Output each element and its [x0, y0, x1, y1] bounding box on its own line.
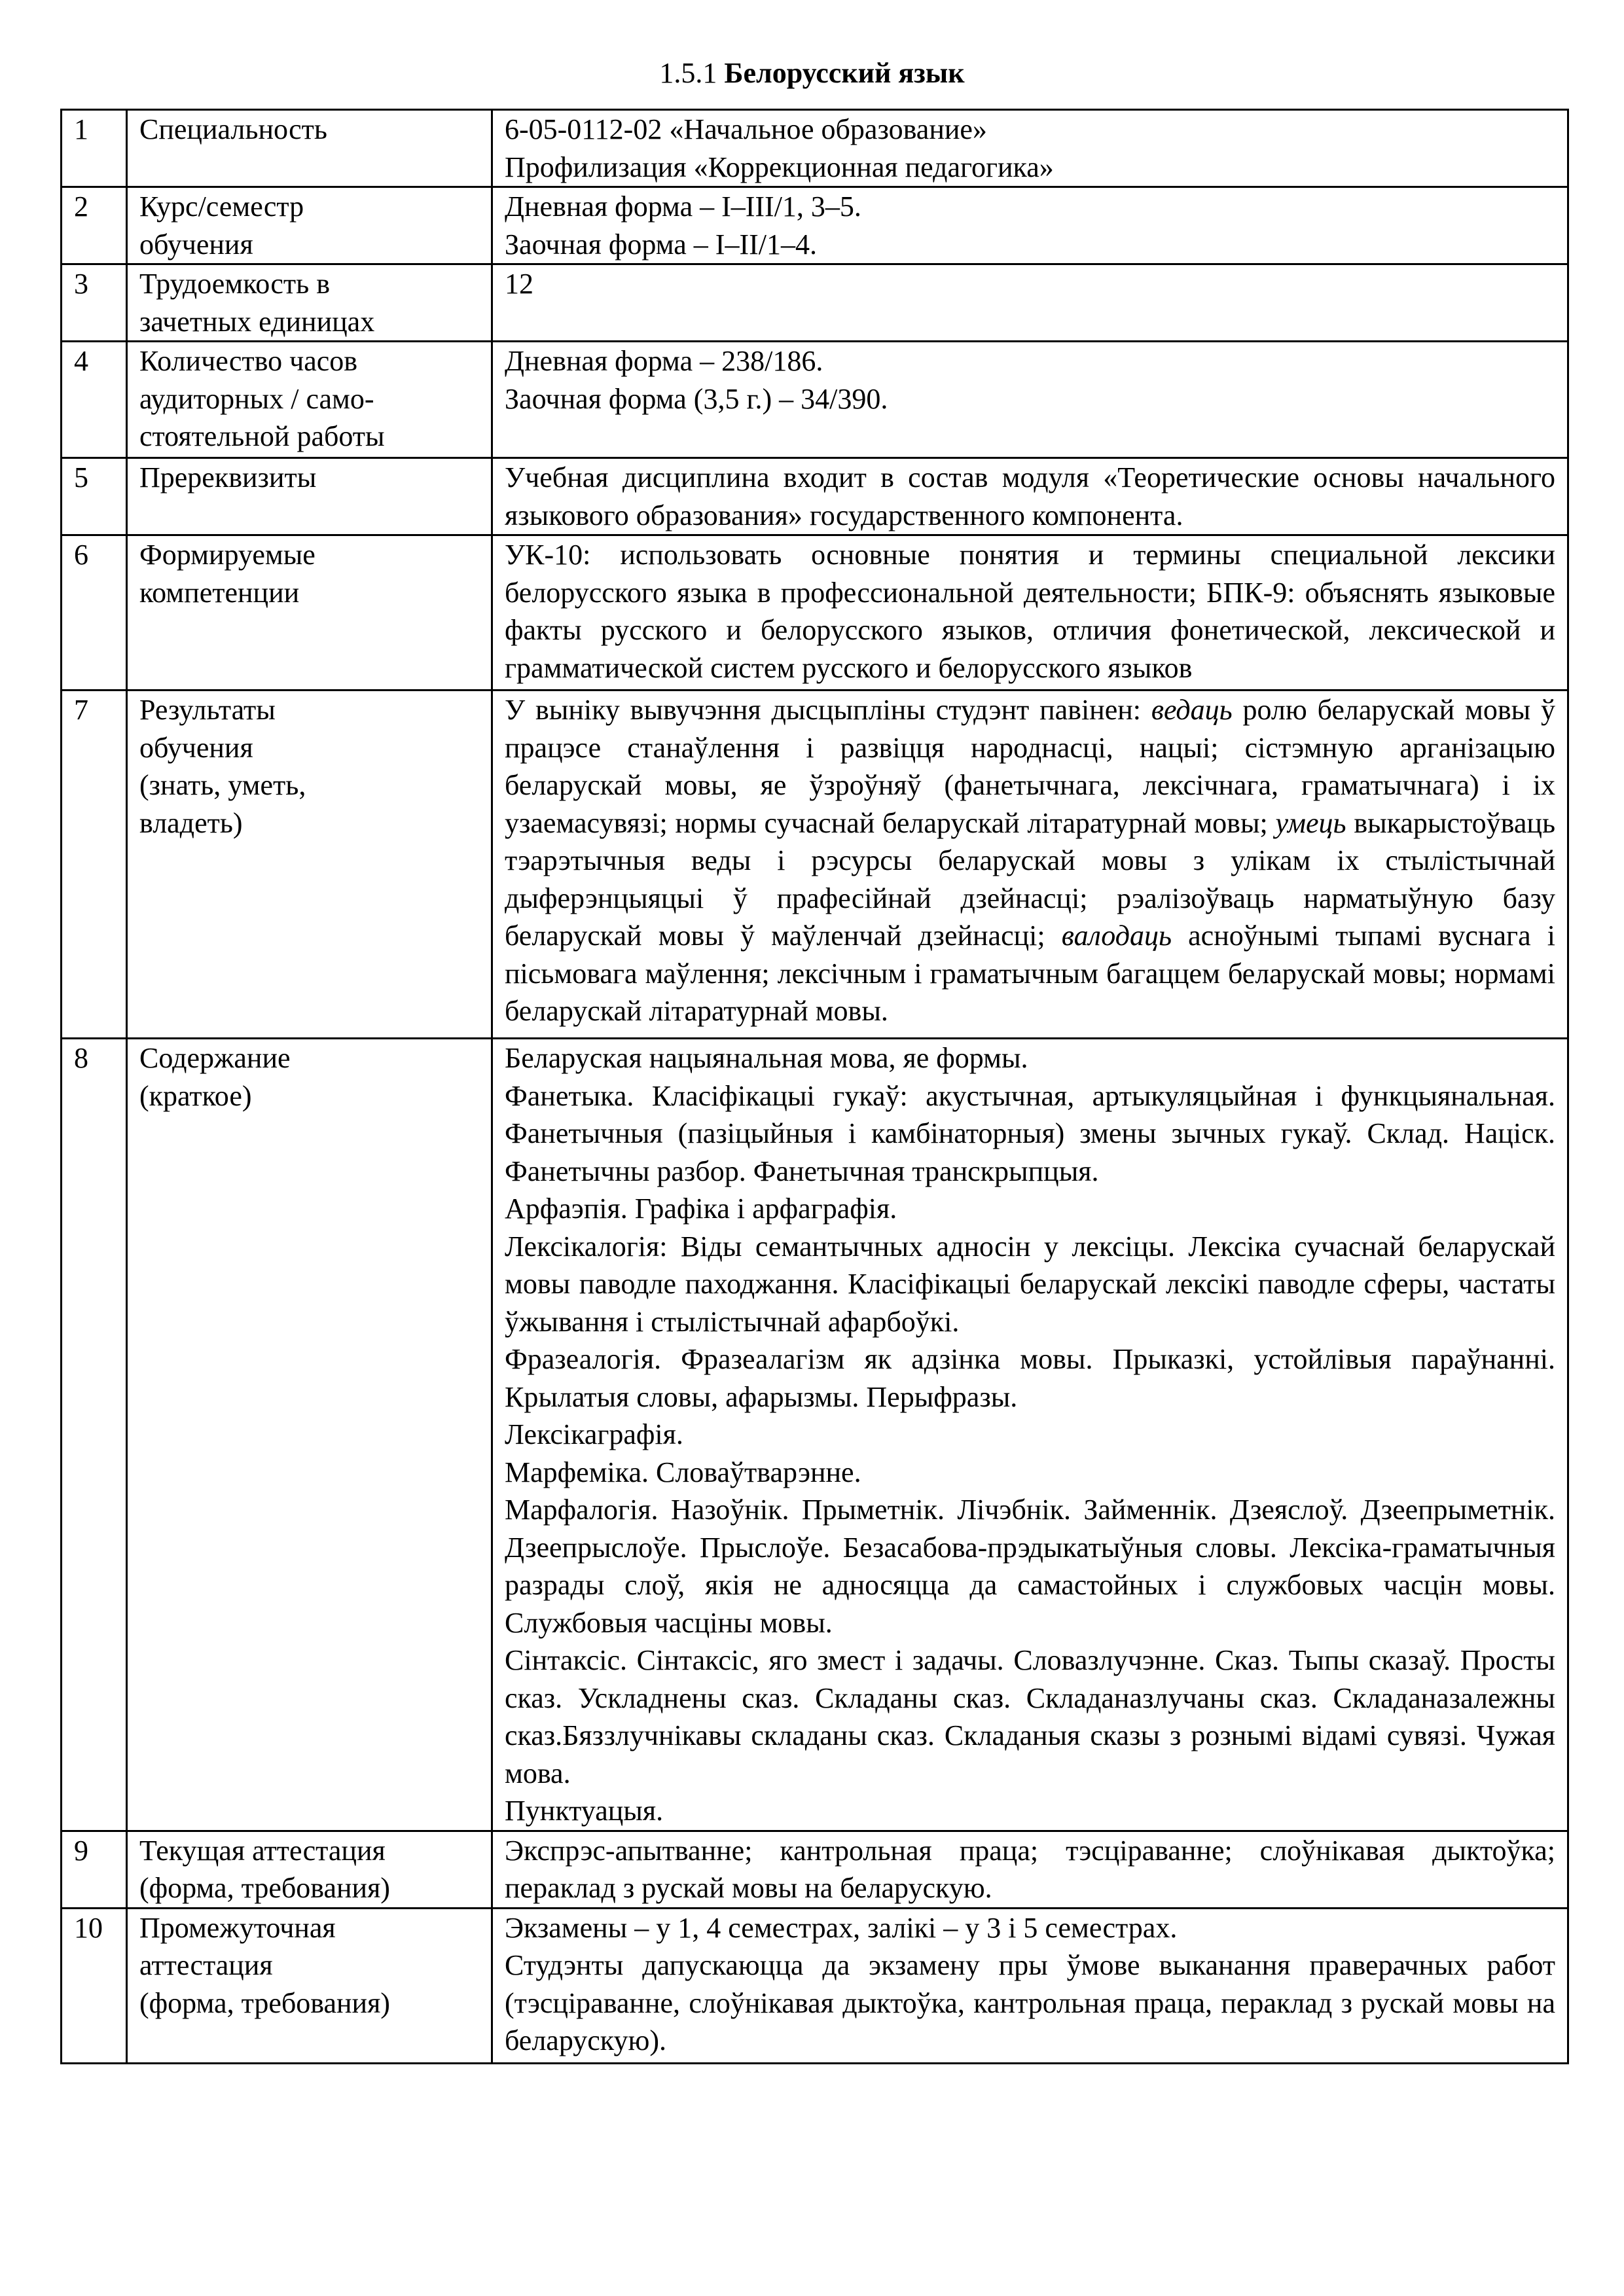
row-number: 9 [62, 1831, 127, 1908]
table-row [62, 691, 1568, 1039]
row-label: Текущая аттестация (форма, требования) [127, 1831, 492, 1908]
content-paragraph: Арфаэпія. Графіка і арфаграфія. [505, 1193, 897, 1225]
content-paragraph: Беларуская нацыянальная мова, яе формы. [505, 1042, 1028, 1074]
row-value: Экзамены – у 1, 4 семестрах, залікі – у 3 і 5 семестрах. Студэнты дапускаюцца да экзамену пры ўмове выканання праверачных работ (тэсціраванне, слоўнікавая дыктоўка, кантрольная праца, пераклад з рускай мовы на беларускую). [492, 1908, 1568, 2063]
row-value: У выніку вывучэння дысцыпліны студэнт павінен: ведаць ролю беларускай мовы ў працэсе станаўлення і развіцця народнасці, нацыі; сістэмную арганізацыю беларускай мовы, яе ўзроўняў (фанетычнага, лексічнага, граматычнага) і іх узаемасувязі; нормы сучаснай беларускай літаратурнай мовы; умець выкарыстоўваць тэарэтычныя веды і рэсурсы беларускай мовы з улікам іх стылістычнай дыферэнцыяцыі ў прафесійнай дзейнасці; рэалізоўваць нарматыўную базу беларускай мовы ў маўленчай дзейнасці; валодаць асноўнымі тыпамі вуснага і пісьмовага маўлення; лексічным і граматычным багаццем беларускай мовы; нормамі беларускай літаратурнай мовы. [492, 691, 1568, 1039]
row-label: Формируемые компетенции [127, 535, 492, 691]
row-value [492, 1039, 1568, 1831]
row-label: Пререквизиты [127, 458, 492, 535]
row-number: 7 [62, 691, 127, 1039]
row-number: 1 [62, 110, 127, 187]
table-row [62, 535, 1568, 691]
row-number: 2 [62, 187, 127, 264]
row-label: Трудоемкость в зачетных единицах [127, 264, 492, 342]
content-paragraph: Фразеалогія. Фразеалагізм як адзінка мовы. Прыказкі, устойлівыя параўнанні. Крылатыя словы, афарызмы. Перыфразы. [505, 1343, 1555, 1413]
row-value: 12 [492, 264, 1568, 342]
content-paragraph: Сінтаксіс. Сінтаксіс, яго змест і задачы. Словазлучэнне. Сказ. Тыпы сказаў. Просты сказ. Ускладнены сказ. Складаны сказ. Складаназлучаны сказ. Складаназалежны сказ.Бяззлучнікавы складаны сказ. Складаныя сказы з рознымі відамі сувязі. Чужая мова. [505, 1644, 1555, 1789]
row-value: 6-05-0112-02 «Начальное образование» Профилизация «Коррекционная педагогика» [492, 110, 1568, 187]
table-row [62, 264, 1568, 342]
keyword-know: ведаць [1151, 694, 1233, 726]
table-row [62, 458, 1568, 535]
row-value: Экспрэс-апытванне; кантрольная праца; тэсціраванне; слоўнікавая дыктоўка; пераклад з рускай мовы на беларускую. [492, 1831, 1568, 1908]
row-number: 5 [62, 458, 127, 535]
section-name: Белорусский язык [724, 57, 965, 89]
table-row [62, 1039, 1568, 1831]
row-label: Специальность [127, 110, 492, 187]
content-paragraph: Марфалогія. Назоўнік. Прыметнік. Лічэбнік. Займеннік. Дзеяслоў. Дзеепрыметнік. Дзеепрыслоўе. Прыслоўе. Безасабова-прэдыкатыўныя словы. Лексіка-граматычныя разрады слоў, якія не адносяцца да самастойных і службовых часцін мовы. Службовыя часціны мовы. [505, 1494, 1555, 1639]
row-number: 10 [62, 1908, 127, 2063]
table-row [62, 1908, 1568, 2063]
table-row [62, 342, 1568, 458]
row-value: Дневная форма – 238/186. Заочная форма (3,5 г.) – 34/390. [492, 342, 1568, 458]
row-number: 4 [62, 342, 127, 458]
row-label: Количество часов аудиторных / само- стоятельной работы [127, 342, 492, 458]
content-paragraph: Фанетыка. Класіфікацыі гукаў: акустычная, артыкуляцыйная і функцыянальная. Фанетычныя (пазіцыйныя і камбінаторныя) змены зычных гукаў. Склад. Націск. Фанетычны разбор. Фанетычная транскрыпцыя. [505, 1079, 1555, 1187]
content-paragraph: Лексікалогія: Віды семантычных адносін у лексіцы. Лексіка сучаснай беларускай мовы паводле паходжання. Класіфікацыі беларускай лексікі паводле сферы, частаты ўжывання і стылістычнай афарбоўкі. [505, 1230, 1555, 1338]
row-value: Учебная дисциплина входит в состав модуля «Теоретические основы начального языкового образования» государственного компонента. [492, 458, 1568, 535]
page-title [0, 54, 1624, 93]
row-label: Курс/семестр обучения [127, 187, 492, 264]
row-number: 6 [62, 535, 127, 691]
table-row [62, 187, 1568, 264]
row-number: 3 [62, 264, 127, 342]
keyword-master: валодаць [1061, 920, 1172, 952]
row-value: Дневная форма – I–III/1, 3–5. Заочная форма – I–II/1–4. [492, 187, 1568, 264]
table-row [62, 1831, 1568, 1908]
row-label: Содержание (краткое) [127, 1039, 492, 1831]
content-paragraph: Марфеміка. Словаўтварэнне. [505, 1456, 861, 1488]
keyword-can: умець [1275, 806, 1346, 839]
row-label: Результаты обучения (знать, уметь, владеть) [127, 691, 492, 1039]
row-value: УК-10: использовать основные понятия и термины специальной лексики белорусского языка в профессиональной деятельности; БПК-9: объяснять языковые факты русского и белорусского языков, отличия фонетической, лексической и грамматической систем русского и белорусского языков [492, 535, 1568, 691]
table-row [62, 110, 1568, 187]
row-number: 8 [62, 1039, 127, 1831]
row-label: Промежуточная аттестация (форма, требования) [127, 1908, 492, 2063]
discipline-table [60, 109, 1569, 2064]
content-paragraph: Пунктуацыя. [505, 1795, 664, 1827]
content-paragraph: Лексікаграфія. [505, 1418, 683, 1450]
section-number: 1.5.1 [659, 57, 717, 89]
